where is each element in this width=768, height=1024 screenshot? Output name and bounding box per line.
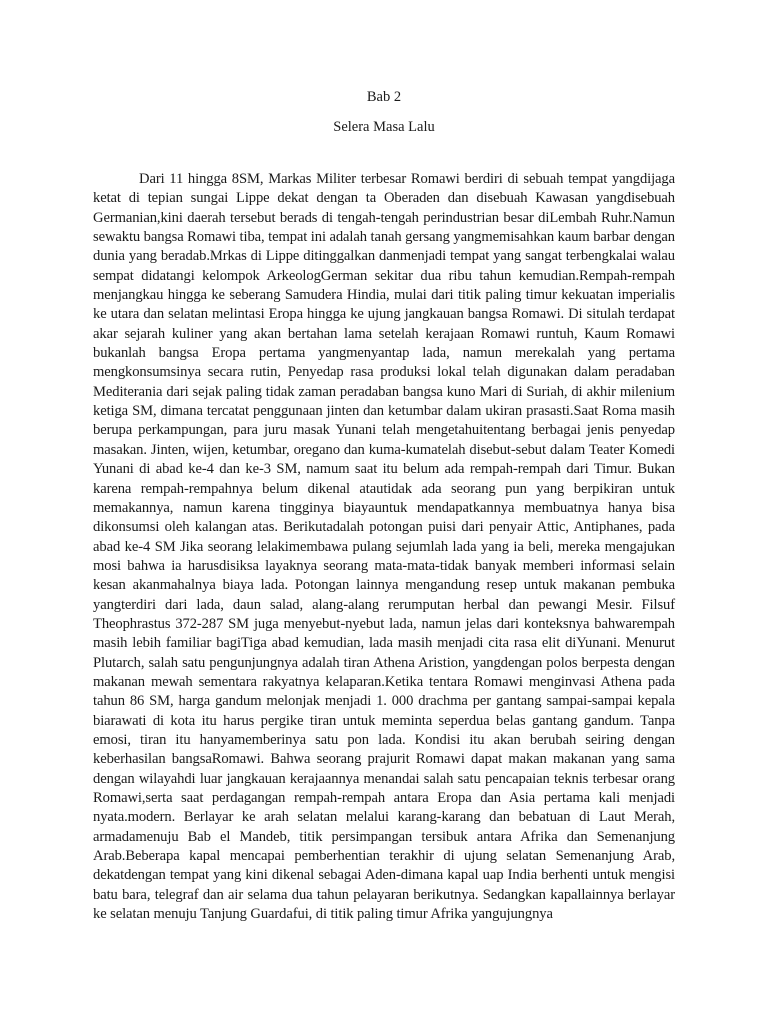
- body-paragraph: Dari 11 hingga 8SM, Markas Militer terbesar Romawi berdiri di sebuah tempat yangdijaga ketat di tepian sungai Lippe dekat dengan ta Oberaden dan disebuah Kawasan yangdisebuah Germanian,kini daerah tersebut berads di tengah-tengah perindustrian besar diLembah Ruhr.Namun sewaktu bangsa Romawi tiba, tempat ini adalah tanah gersang yangmemisahkan kaum barbar dengan dunia yang beradab.Mrkas di Lippe ditinggalkan danmenjadi tempat yang sangat terbengkalai walau sempat didatangi kelompok ArkeologGerman sekitar dua ribu tahun kemudian.Rempah-rempah menjangkau hingga ke seberang Samudera Hindia, mulai dari titik paling timur kekuatan imperialis ke utara dan selatan melintasi Eropa hingga ke ujung jangkauan bangsa Romawi. Di situlah terdapat akar sejarah kuliner yang akan bertahan lama setelah kerajaan Romawi runtuh, Kaum Romawi bukanlah bangsa Eropa pertama yangmenyantap lada, namun merekalah yang pertama mengkonsumsinya secara rutin, Penyedap rasa produksi lokal telah digunakan dalam peradaban Mediterania dari sejak paling tidak zaman peradaban bangsa kuno Mari di Suriah, di akhir milenium ketiga SM, dimana tercatat penggunaan jinten dan ketumbar dalam ukiran prasasti.Saat Roma masih berupa perkampungan, para juru masak Yunani telah mengetahuitentang berbagai jenis penyedap masakan. Jinten, wijen, ketumbar, oregano dan kuma-kumatelah disebut-sebut dalam Teater Komedi Yunani di abad ke-4 dan ke-3 SM, namum saat itu belum ada rempah-rempah dari Timur. Bukan karena rempah-rempahnya belum dikenal atautidak ada seorang pun yang berpikiran untuk memakannya, namun karena tingginya biayauntuk mendapatkannya membuatnya hanya bisa dikonsumsi oleh kalangan atas. Berikutadalah potongan puisi dari penyair Attic, Antiphanes, pada abad ke-4 SM Jika seorang lelakimembawa pulang sejumlah lada yang ia beli, mereka mengajukan mosi bahwa ia harusdisiksa layaknya seorang mata-mata-tidak banyak memberi informasi selain kesan akanmahalnya biaya lada. Potongan lainnya mengandung resep untuk makanan pembuka yangterdiri dari lada, daun salad, alang-alang rerumputan herbal dan pewangi Mesir. Filsuf Theophrastus 372-287 SM juga menyebut-nyebut lada, namun jelas dari konteksnya bahwarempah masih lebih familiar bagiTiga abad kemudian, lada masih menjadi cita rasa elit diYunani. Menurut Plutarch, salah satu pengunjungnya adalah tiran Athena Aristion, yangdengan polos berpesta dengan makanan mewah sementara rakyatnya kelaparan.Ketika tentara Romawi menginvasi Athena pada tahun 86 SM, harga gandum melonjak menjadi 1. 000 drachma per gantang sampai-sampai kepala biarawati di kota itu harus pergike tiran untuk meminta seperdua belas gantang gandum. Tanpa emosi, tiran itu hanyamemberinya satu pon lada. Kondisi itu akan berubah seiring dengan keberhasilan bangsaRomawi. Bahwa seorang prajurit Romawi dapat makan makanan yang sama dengan wilayahdi luar jangkauan kerajaannya menandai salah satu pencapaian teknis terbesar orang Romawi,serta saat perdagangan rempah-rempah antara Eropa dan Asia pertama kali menjadi nyata.modern. Berlayar ke arah selatan melalui karang-karang dan bebatuan di Laut Merah, armadamenuju Bab el Mandeb, titik persimpangan tersibuk antara Afrika dan Semenanjung Arab.Beberapa kapal mencapai pemberhentian terakhir di ujung selatan Semenanjung Arab, dekatdengan tempat yang kini dikenal sebagai Aden-dimana kapal uap India berhenti untuk mengisi batu bara, telegraf dan air selama dua tahun pelayaran berikutnya. Sedangkan kapallainnya berlayar ke selatan menuju Tanjung Guardafui, di titik paling timur Afrika yangujungnya: [93, 171, 675, 923]
- chapter-title: Selera Masa Lalu: [333, 119, 435, 135]
- chapter-heading: Bab 2: [366, 89, 402, 105]
